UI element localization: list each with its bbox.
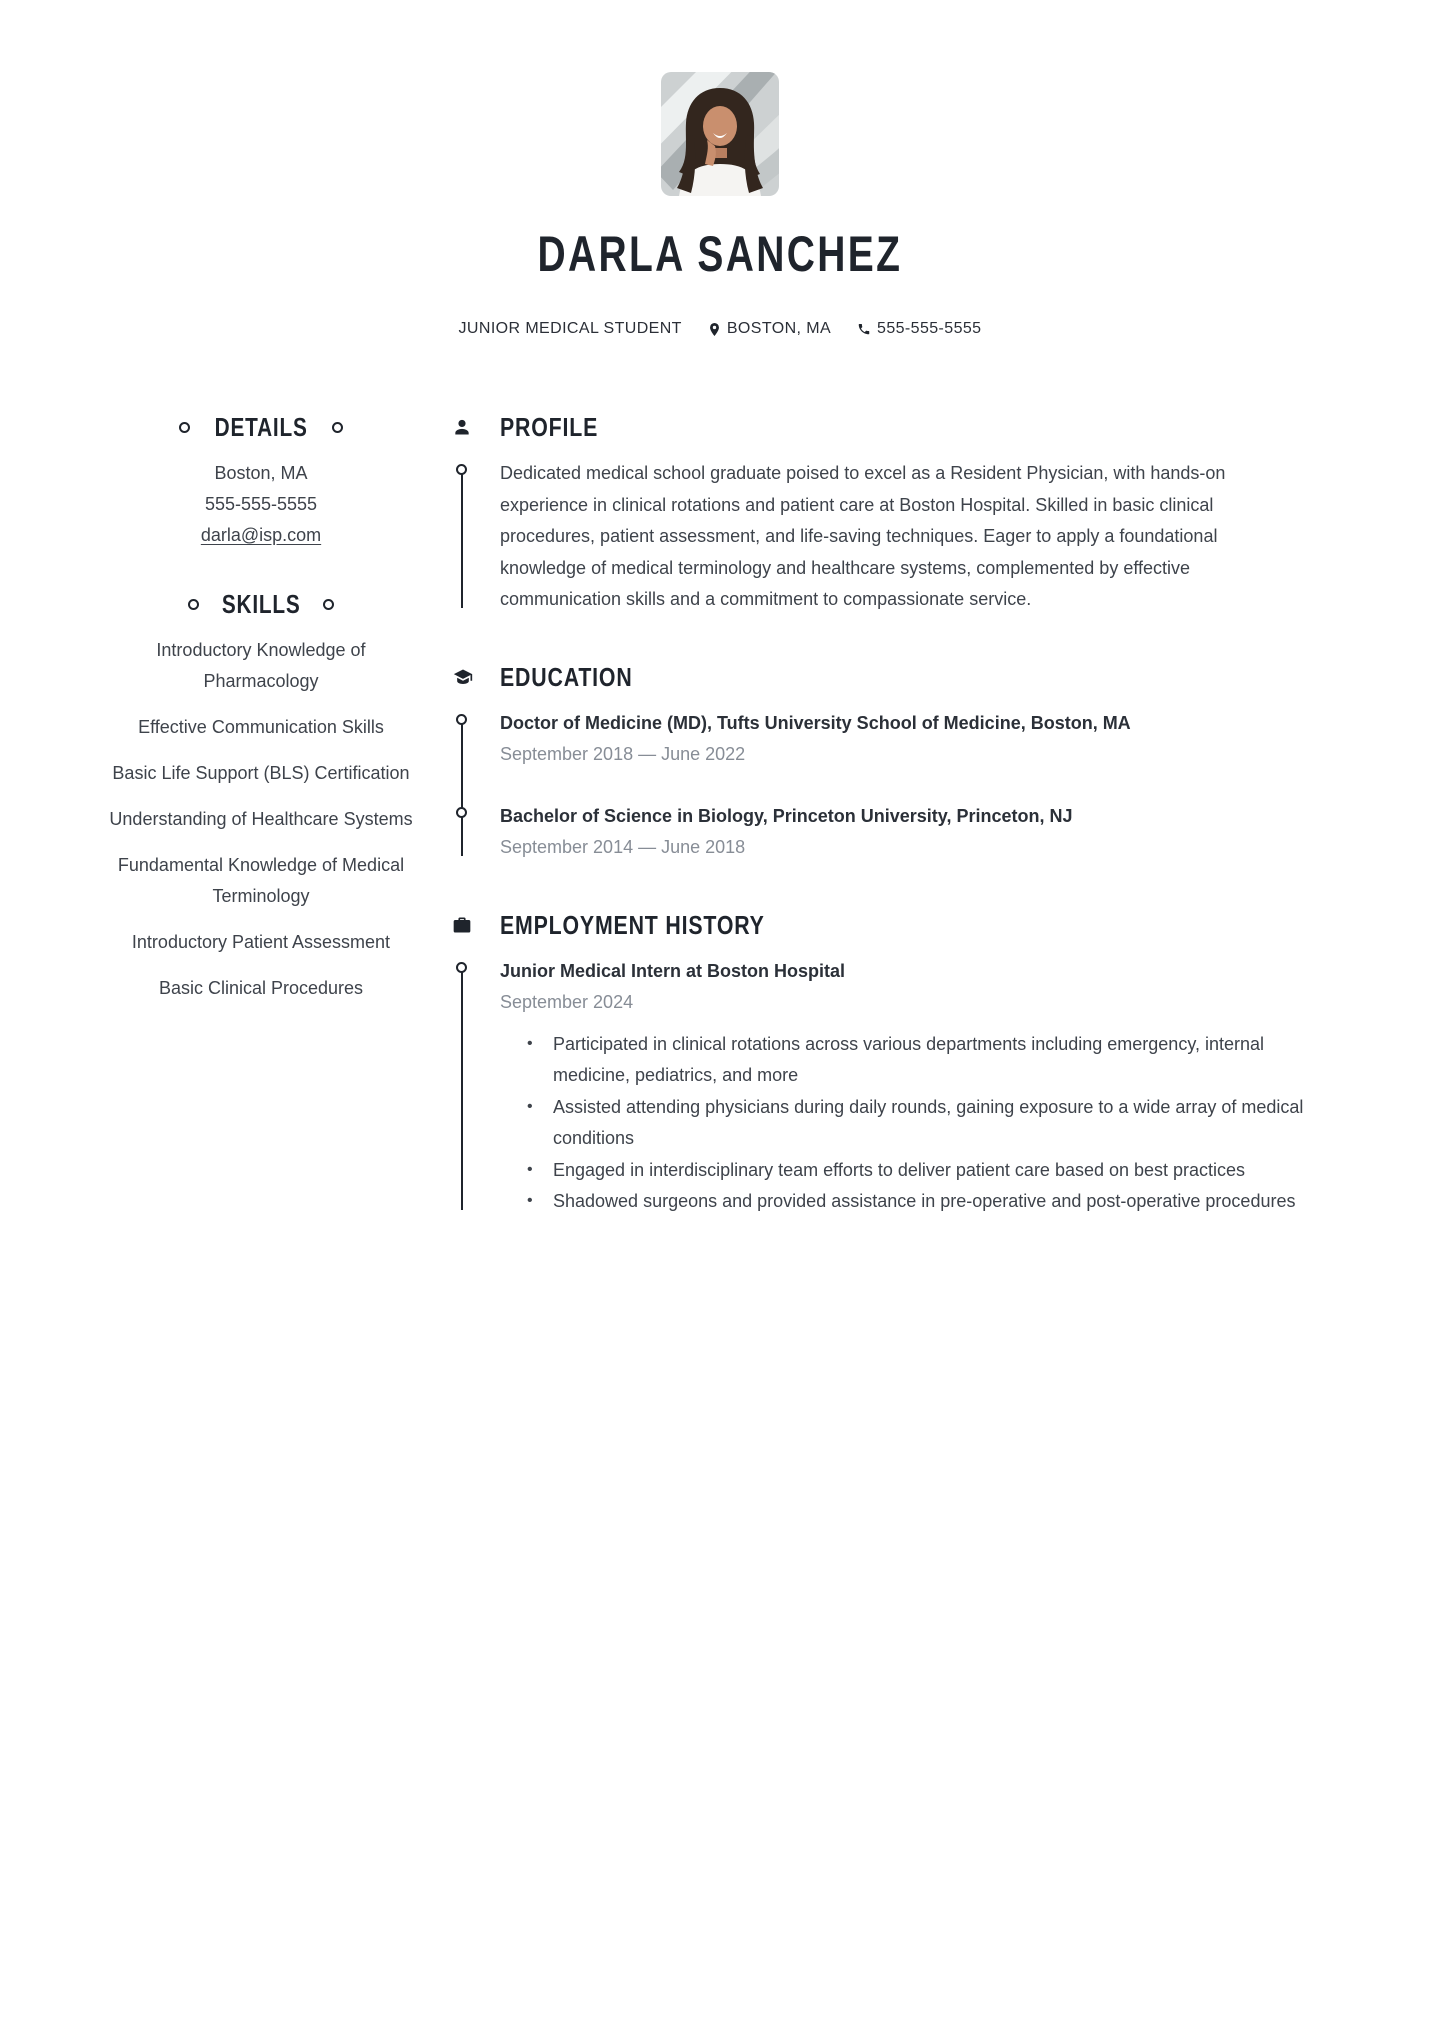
person-icon (452, 417, 500, 437)
employment-bullet: • Participated in clinical rotations across various departments including emergency, internal medicine, pediatrics, and more (527, 1029, 1305, 1092)
education-section-header (452, 661, 1352, 692)
briefcase-icon (452, 915, 500, 935)
details-heading (100, 414, 422, 440)
phone-icon (857, 322, 871, 336)
header-subtitle (0, 320, 1440, 338)
education-body (500, 708, 1305, 864)
profile-heading: PROFILE (500, 412, 599, 442)
details-email-row (100, 520, 422, 551)
timeline-rail (461, 969, 463, 1210)
timeline-rail (461, 721, 463, 856)
timeline-dot-icon (456, 962, 467, 973)
main-column (452, 414, 1352, 1266)
profile-text: Dedicated medical school graduate poised to excel as a Resident Physician, with hands-on experience in clinical rotations and patient care at Boston Hospital. Skilled in basic clinical procedures, patient assessment, and life-saving techniques. Eager to apply a foundational knowledge of medical terminology and healthcare systems, complemented by effective communication skills and a commitment to compassionate service. (500, 463, 1226, 609)
timeline-dot-icon (456, 807, 467, 818)
profile-photo (661, 72, 779, 196)
skill-item: Fundamental Knowledge of Medical Terminology (117, 855, 405, 906)
timeline-rail (461, 471, 463, 608)
employment-section-header (452, 909, 1352, 940)
skill-item: Introductory Knowledge of Pharmacology (156, 640, 366, 691)
details-phone: 555-555-5555 (204, 494, 318, 514)
timeline-dot-icon (456, 464, 467, 475)
sidebar (100, 414, 422, 1004)
employment-bullet: • Engaged in interdisciplinary team efforts to deliver patient care based on best practices (527, 1155, 1305, 1187)
details-heading-label: DETAILS (214, 412, 308, 442)
education-entry-title: Doctor of Medicine (MD), Tufts University School of Medicine, Boston, MA (500, 712, 1131, 733)
email-link[interactable]: darla@isp.com (200, 525, 322, 545)
phone-group (857, 320, 981, 338)
employment-entry-title: Junior Medical Intern at Boston Hospital (500, 960, 846, 981)
employment-entry (500, 956, 1305, 1218)
details-section (100, 414, 422, 551)
employment-bullet: • Shadowed surgeons and provided assistance in pre-operative and post-operative procedures (527, 1186, 1305, 1218)
profile-section-header (452, 414, 1352, 440)
job-title-group (459, 320, 682, 338)
page-title (0, 226, 1440, 282)
skills-section (100, 591, 422, 1004)
skill-item: Understanding of Healthcare Systems (109, 809, 413, 829)
phone-text: 555-555-5555 (877, 320, 982, 337)
location-text: BOSTON, MA (726, 320, 832, 337)
education-section (452, 661, 1352, 864)
location-pin-icon (708, 322, 721, 337)
graduation-cap-icon (452, 667, 500, 687)
details-city: Boston, MA (214, 463, 308, 483)
employment-body (500, 956, 1305, 1218)
ring-ornament-icon (188, 599, 199, 610)
location-group (708, 320, 831, 338)
education-entry-dates: September 2018 — June 2022 (500, 744, 746, 764)
skill-item: Basic Clinical Procedures (158, 978, 364, 998)
employment-entry-dates: September 2024 (500, 992, 634, 1012)
profile-body (500, 458, 1305, 616)
employment-bullet-list (500, 1029, 1305, 1218)
skill-item: Introductory Patient Assessment (131, 932, 391, 952)
skill-item: Effective Communication Skills (138, 717, 384, 737)
education-heading: EDUCATION (500, 661, 633, 692)
skills-heading (100, 591, 422, 617)
candidate-name: DARLA SANCHEZ (537, 226, 903, 282)
timeline-dot-icon (456, 714, 467, 725)
portrait-image (661, 72, 779, 196)
education-entry (500, 708, 1305, 771)
education-entry-title: Bachelor of Science in Biology, Princeton University, Princeton, NJ (500, 805, 1073, 826)
employment-section (452, 909, 1352, 1218)
education-entry (500, 801, 1305, 864)
education-entry-dates: September 2014 — June 2018 (500, 837, 746, 857)
profile-section (452, 414, 1352, 616)
ring-ornament-icon (332, 422, 343, 433)
skills-heading-label: SKILLS (221, 589, 301, 619)
ring-ornament-icon (179, 422, 190, 433)
employment-heading: EMPLOYMENT HISTORY (500, 909, 765, 940)
job-title: JUNIOR MEDICAL STUDENT (458, 320, 682, 337)
skill-item: Basic Life Support (BLS) Certification (112, 763, 410, 783)
ring-ornament-icon (323, 599, 334, 610)
employment-bullet: • Assisted attending physicians during daily rounds, gaining exposure to a wide array of medical conditions (527, 1092, 1305, 1155)
